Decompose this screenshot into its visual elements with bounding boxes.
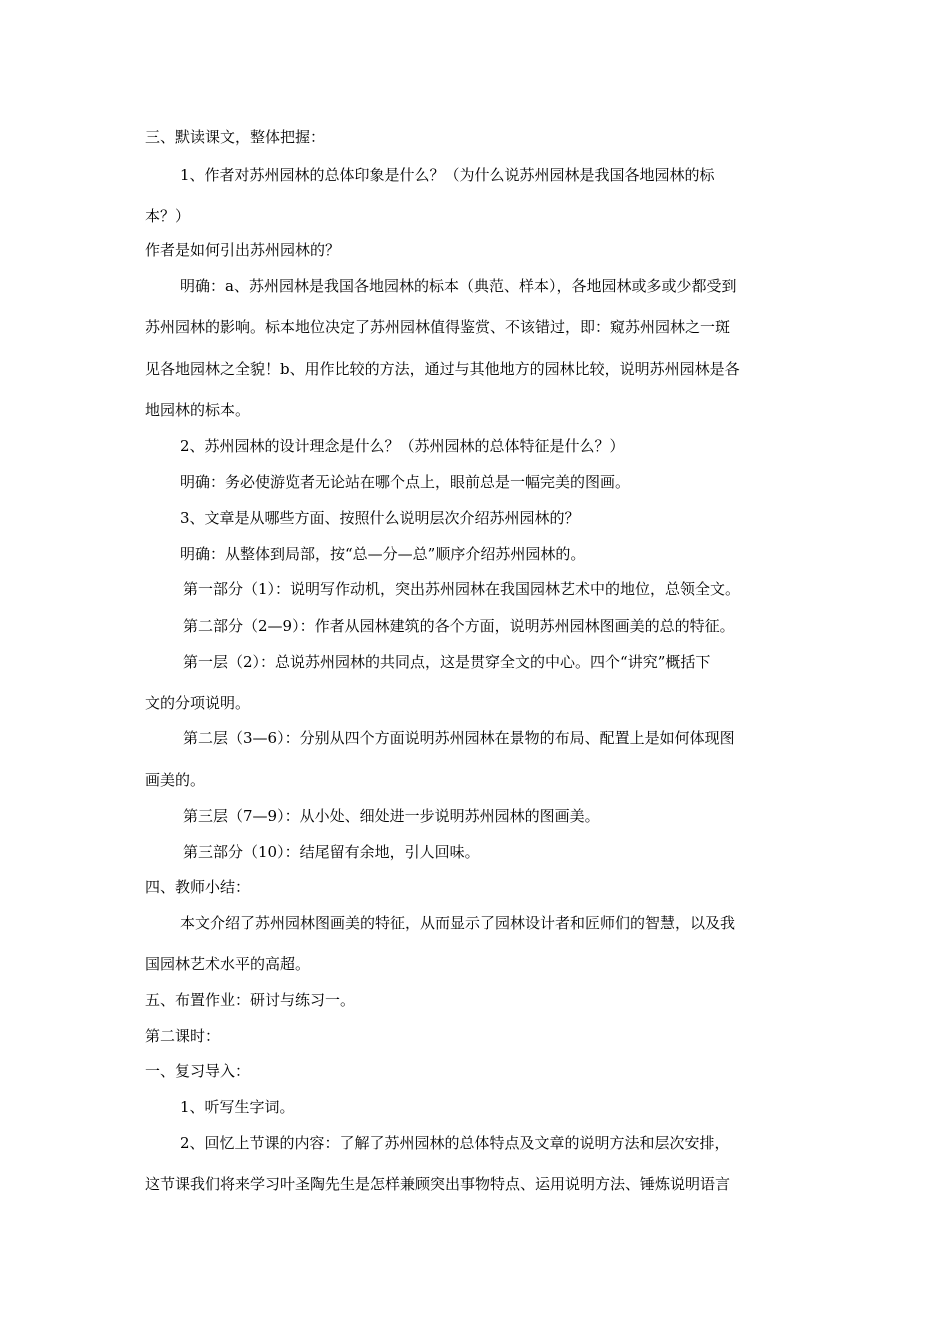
paragraph-line: 文的分项说明。 <box>145 694 251 712</box>
question-item: 1、作者对苏州园林的总体印象是什么？（为什么说苏州园林是我国各地园林的标 <box>180 166 715 184</box>
answer-line: 明确：务必使游览者无论站在哪个点上，眼前总是一幅完美的图画。 <box>180 473 631 491</box>
outline-item: 第三层（7—9）：从小处、细处进一步说明苏州园林的图画美。 <box>183 807 600 825</box>
outline-item: 第二部分（2—9）：作者从园林建筑的各个方面，说明苏州园林图画美的总的特征。 <box>183 617 735 635</box>
answer-line: 明确：a、苏州园林是我国各地园林的标本（典范、样本），各地园林或多或少都受到 <box>180 277 737 295</box>
paragraph-line: 地园林的标本。 <box>145 401 251 419</box>
section-heading: 一、复习导入： <box>145 1062 251 1080</box>
question-item: 3、文章是从哪些方面、按照什么说明层次介绍苏州园林的？ <box>180 509 580 527</box>
question-item: 1、听写生字词。 <box>180 1098 295 1116</box>
question-item: 2、回忆上节课的内容：了解了苏州园林的总体特点及文章的说明方法和层次安排， <box>180 1134 730 1152</box>
question-item: 作者是如何引出苏州园林的？ <box>145 241 341 259</box>
paragraph-line: 见各地园林之全貌！b、用作比较的方法，通过与其他地方的园林比较，说明苏州园林是各 <box>145 360 740 378</box>
paragraph-line: 本文介绍了苏州园林图画美的特征，从而显示了园林设计者和匠师们的智慧，以及我 <box>180 914 736 932</box>
question-item: 2、苏州园林的设计理念是什么？（苏州园林的总体特征是什么？） <box>180 437 625 455</box>
outline-item: 第二层（3—6）：分别从四个方面说明苏州园林在景物的布局、配置上是如何体现图 <box>183 729 735 747</box>
section-heading: 三、默读课文，整体把握： <box>145 128 326 146</box>
section-heading: 第二课时： <box>145 1027 221 1045</box>
paragraph-line: 这节课我们将来学习叶圣陶先生是怎样兼顾突出事物特点、运用说明方法、锤炼说明语言 <box>145 1175 731 1193</box>
paragraph-line: 国园林艺术水平的高超。 <box>145 955 311 973</box>
outline-item: 第一部分（1）：说明写作动机，突出苏州园林在我国园林艺术中的地位，总领全文。 <box>183 580 741 598</box>
paragraph-line: 画美的。 <box>145 771 206 789</box>
outline-item: 第三部分（10）：结尾留有余地，引人回味。 <box>183 843 480 861</box>
paragraph-line: 苏州园林的影响。标本地位决定了苏州园林值得鉴赏、不该错过，即：窥苏州园林之一斑 <box>145 318 731 336</box>
section-heading: 四、教师小结： <box>145 878 251 896</box>
paragraph-line: 本？） <box>145 207 191 225</box>
section-heading: 五、布置作业：研讨与练习一。 <box>145 991 356 1009</box>
answer-line: 明确：从整体到局部，按“总—分—总”顺序介绍苏州园林的。 <box>180 545 586 563</box>
outline-item: 第一层（2）：总说苏州园林的共同点，这是贯穿全文的中心。四个“讲究”概括下 <box>183 653 711 671</box>
